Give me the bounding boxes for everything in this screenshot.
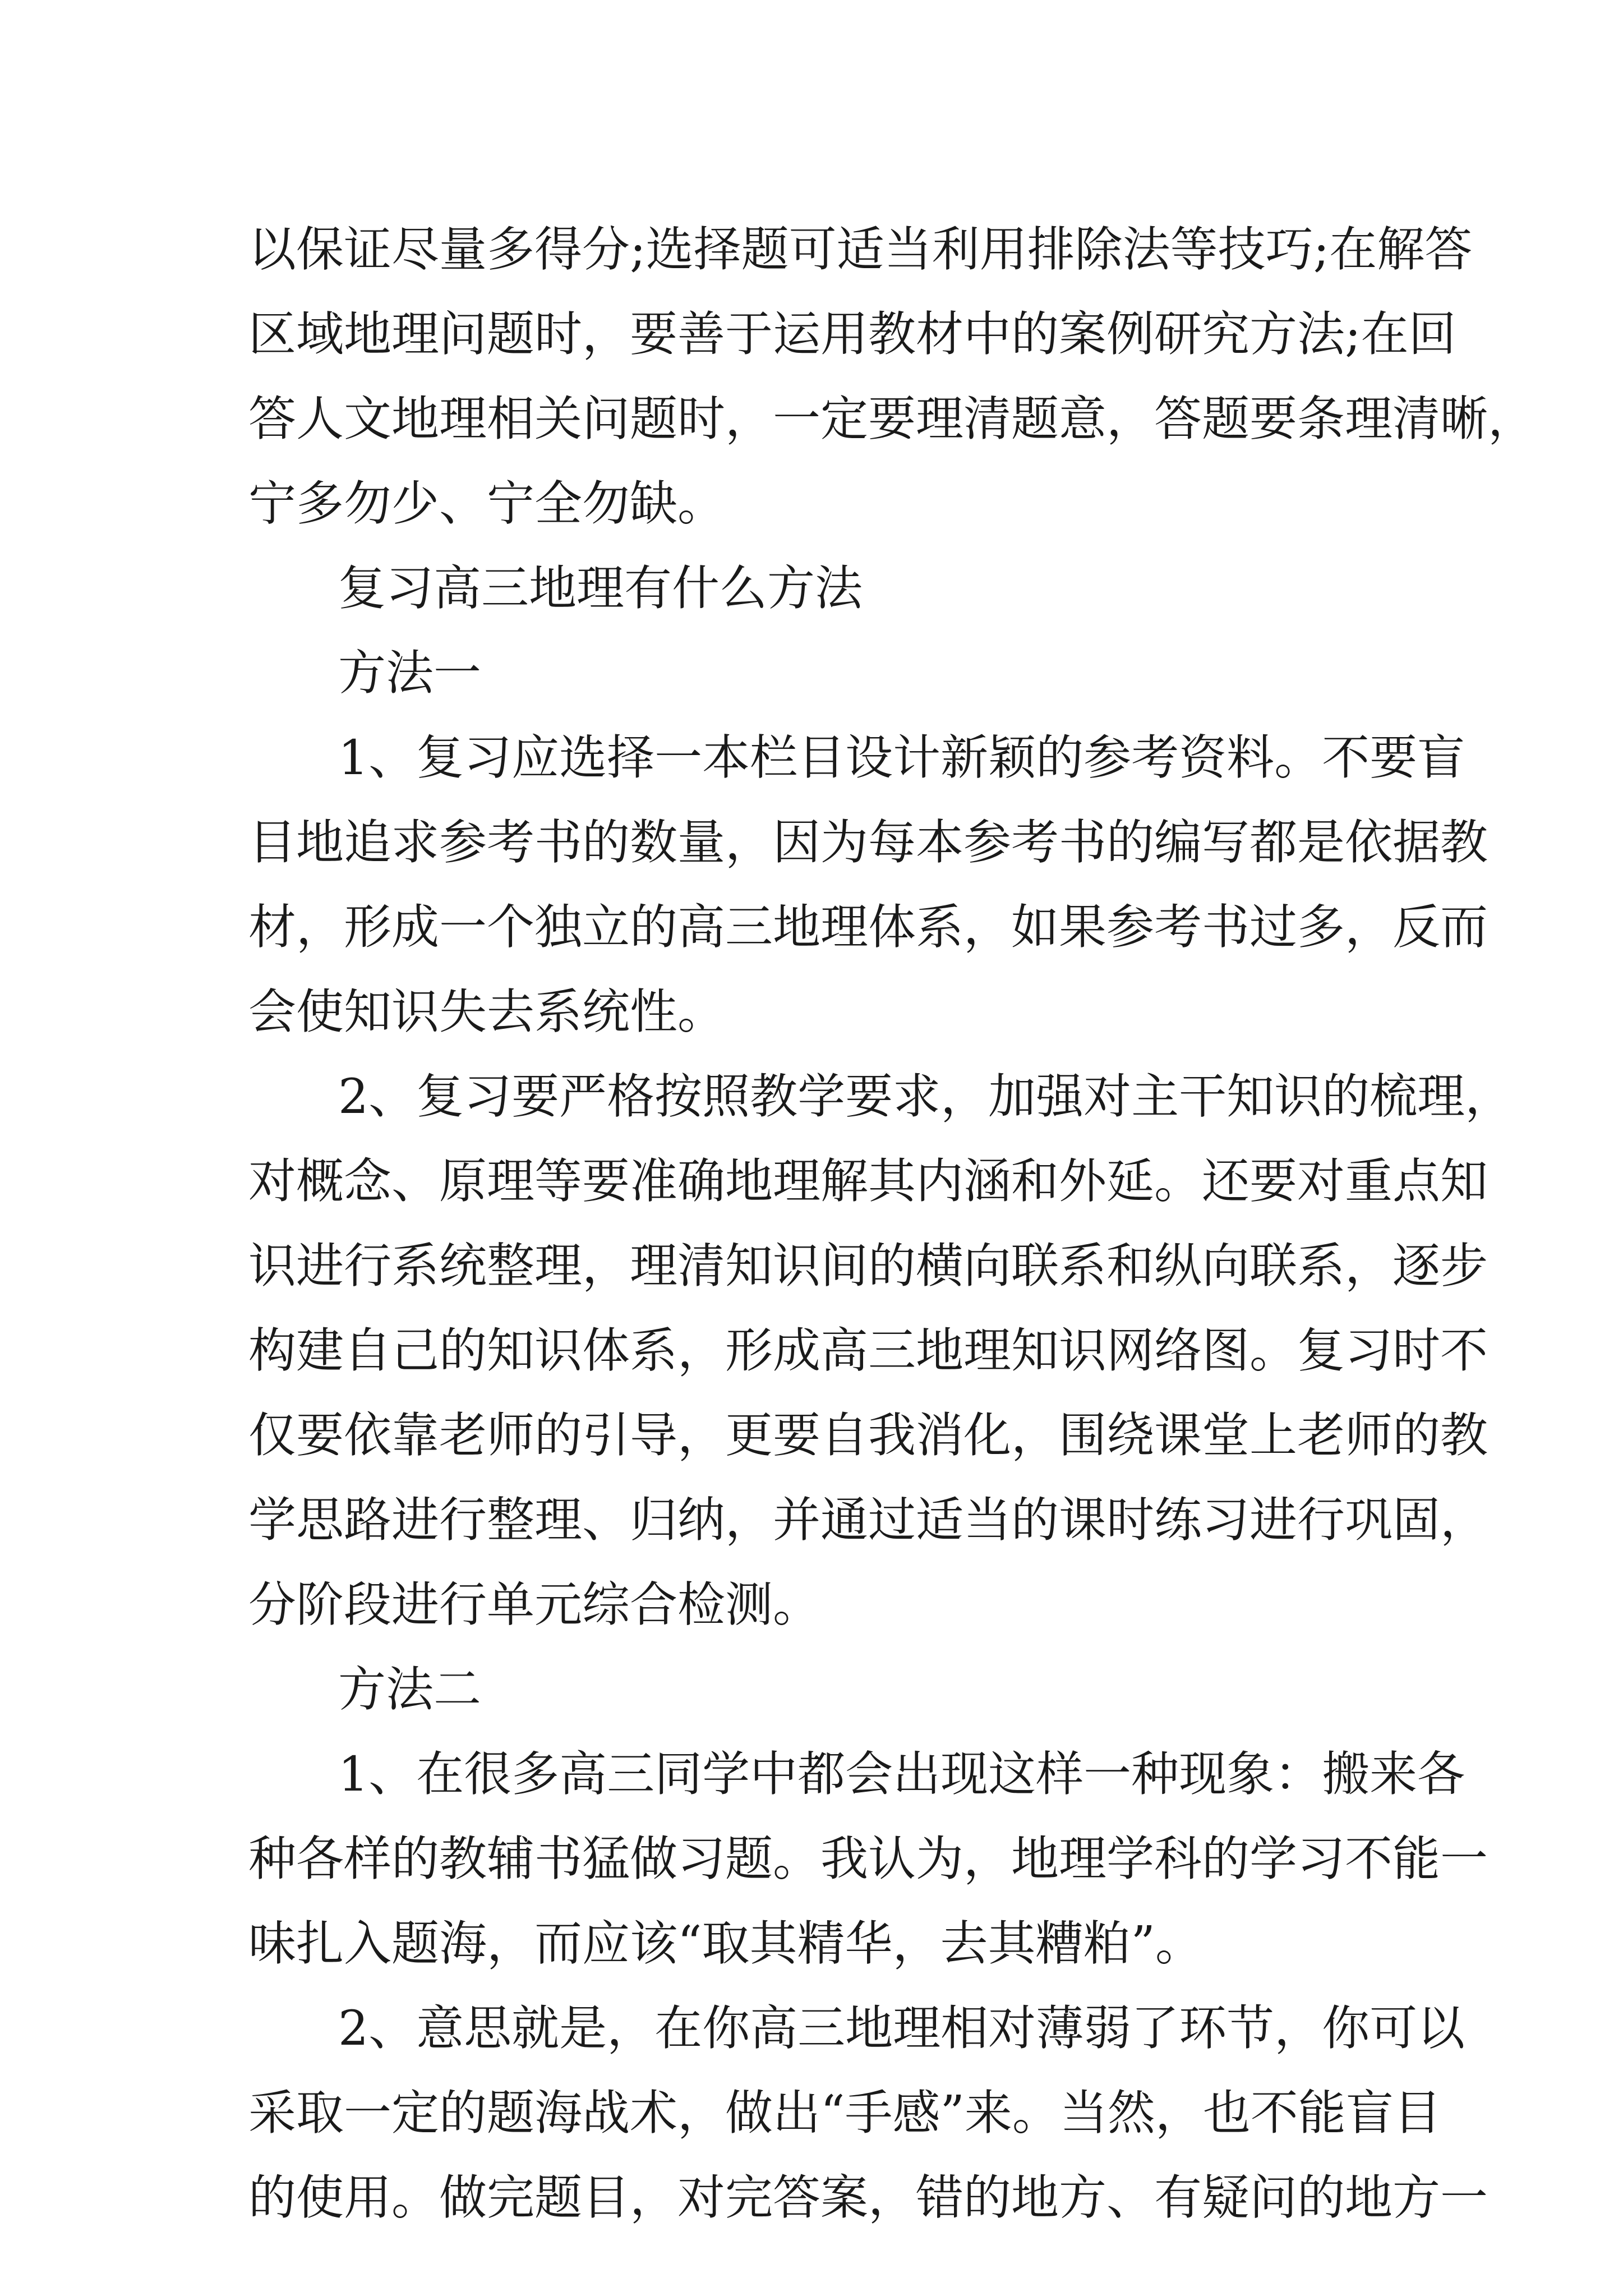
text-line: 识进行系统整理，理清知识间的横向联系和纵向联系，逐步 [248,1239,1488,1294]
text-line: 1、在很多高三同学中都会出现这样一种现象：搬来各 [338,1747,1465,1802]
text-line: 2、意思就是，在你高三地理相对薄弱了环节，你可以 [338,2001,1465,2056]
text-line: 以保证尽量多得分;选择题可适当利用排除法等技巧;在解答 [248,222,1473,278]
text-line: 宁多勿少、宁全勿缺。 [248,476,726,532]
text-line: 种各样的教辅书猛做习题。我认为，地理学科的学习不能一 [248,1832,1488,1887]
text-line: 区域地理问题时，要善于运用教材中的案例研究方法;在回 [248,307,1456,362]
text-line: 分阶段进行单元综合检测。 [248,1577,821,1633]
text-line: 目地追求参考书的数量，因为每本参考书的编写都是依据教 [248,815,1488,871]
text-line: 构建自己的知识体系，形成高三地理知识网络图。复习时不 [248,1323,1488,1379]
document-body [248,208,1536,2240]
text-line: 答人文地理相关问题时，一定要理清题意，答题要条理清晰， [248,392,1536,447]
text-line: 采取一定的题海战术，做出“手感”来。当然，也不能盲目 [248,2086,1441,2141]
text-line: 会使知识失去系统性。 [248,984,726,1040]
text-line: 的使用。做完题目，对完答案，错的地方、有疑问的地方一 [248,2170,1488,2226]
text-line: 味扎入题海，而应该“取其精华，去其糟粕”。 [248,1916,1203,1972]
text-line: 2、复习要严格按照教学要求，加强对主干知识的梳理， [338,1069,1513,1125]
method-two-title: 方法二 [338,1662,482,1718]
text-line: 1、复习应选择一本栏目设计新颖的参考资料。不要盲 [338,730,1465,786]
text-line: 材，形成一个独立的高三地理体系，如果参考书过多，反而 [248,900,1488,955]
text-line: 仅要依靠老师的引导，更要自我消化，围绕课堂上老师的教 [248,1408,1488,1464]
method-one-title: 方法一 [338,646,482,701]
text-line: 学思路进行整理、归纳，并通过适当的课时练习进行巩固， [248,1493,1488,1548]
text-line: 对概念、原理等要准确地理解其内涵和外延。还要对重点知 [248,1154,1488,1209]
section-title: 复习高三地理有什么方法 [338,561,863,616]
